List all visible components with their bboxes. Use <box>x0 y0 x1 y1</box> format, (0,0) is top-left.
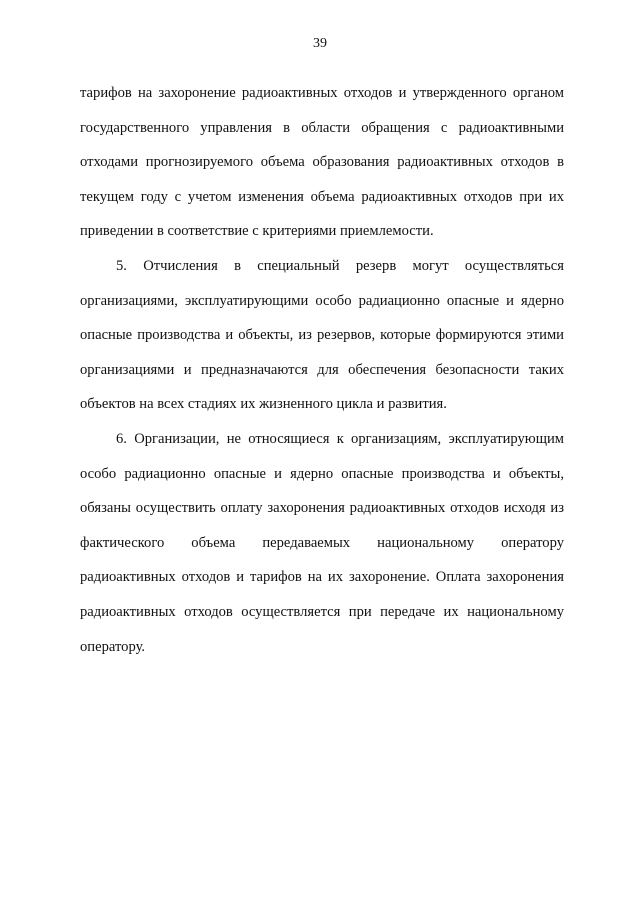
paragraph-item-6: 6. Организации, не относящиеся к организациям, эксплуатирующим особо радиационно опасные и ядерно опасные производства и объекты, обязаны осуществить оплату захоронения радиоактивных отходов исходя из фактического объема передаваемых национальному оператору радиоактивных отходов и тарифов на их захоронение. Оплата захоронения радиоактивных отходов осуществляется при передаче их национальному оператору. <box>80 430 564 655</box>
paragraph-continuation: тарифов на захоронение радиоактивных отходов и утвержденного органом государственного управления в области обращения с радиоактивными отходами прогнозируемого объема образования радиоактивных отходов в текущем году с учетом изменения объема радиоактивных отходов при их приведении в соответствие с критериями приемлемости. <box>80 85 564 240</box>
paragraph-item-5: 5. Отчисления в специальный резерв могут осуществляться организациями, эксплуатирующими особо радиационно опасные и ядерно опасные производства и объекты, из резервов, которые формируются этими организациями и предназначаются для обеспечения безопасности таких объектов на всех стадиях их жизненного цикла и развития. <box>80 257 564 413</box>
page-number: 39 <box>313 36 327 51</box>
document-body <box>80 76 564 664</box>
